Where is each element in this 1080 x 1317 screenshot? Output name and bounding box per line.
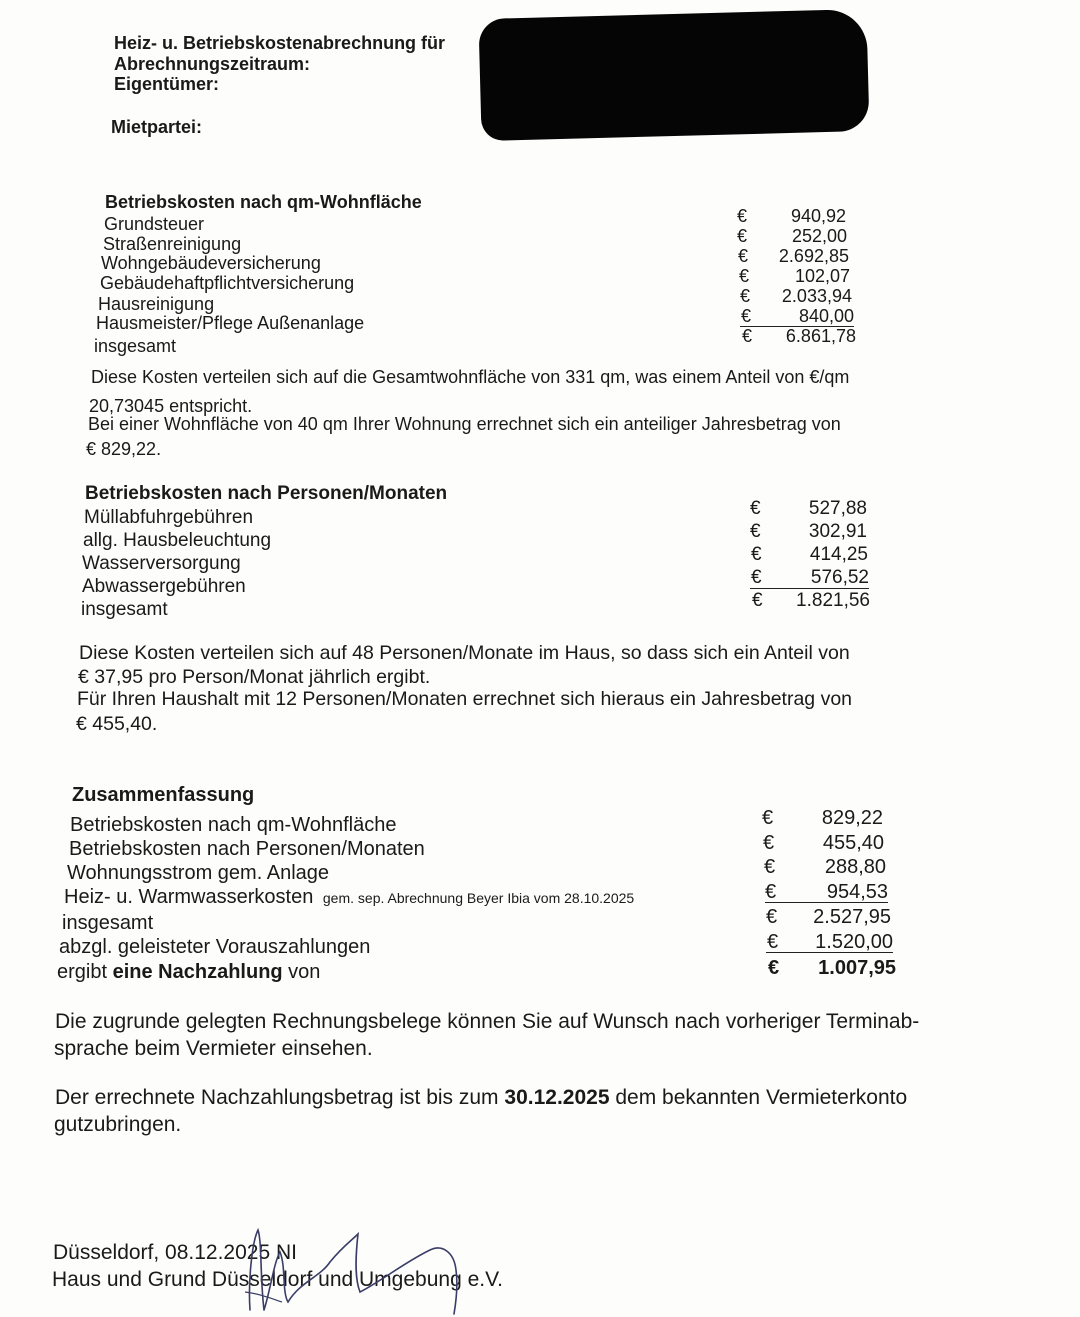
summary-prepaid-label: abzgl. geleisteter Vorauszahlungen [59, 936, 371, 958]
currency-symbol: € [750, 521, 761, 542]
currency-symbol: € [750, 498, 761, 519]
footer-paragraph [55, 1085, 907, 1111]
summary-item-label-main: Heiz- u. Warmwasserkosten [64, 886, 314, 908]
owner-label: Eigentümer: [114, 74, 220, 94]
currency-symbol: € [737, 206, 748, 226]
result-label-post: von [282, 961, 321, 983]
summary-item-amount: 455,40 [822, 832, 884, 854]
currency-symbol: € [767, 931, 779, 953]
summary-total-label: insgesamt [62, 912, 154, 934]
section1-item-amount: 840,00 [740, 306, 854, 327]
currency-symbol: € [762, 807, 774, 829]
result-label-bold: eine Nachzahlung [112, 961, 283, 983]
result-label-pre: ergibt [57, 961, 113, 983]
section2-text: € 455,40. [76, 713, 158, 735]
currency-symbol: € [763, 832, 775, 854]
section1-item-label: Grundsteuer [104, 214, 205, 234]
section2-item-label: Wasserversorgung [82, 553, 241, 574]
section2-total-amount: 1.821,56 [796, 590, 870, 611]
section1-total-amount: 6.861,78 [785, 326, 856, 346]
organization-name: Haus und Grund Düsseldorf und Umgebung e.V. [52, 1268, 504, 1291]
section2-item-amount: 302,91 [808, 521, 867, 542]
section1-item-amount: 2.692,85 [778, 246, 849, 266]
section1-title: Betriebskosten nach qm-Wohnfläche [105, 192, 422, 212]
summary-item-label: Wohnungsstrom gem. Anlage [67, 862, 330, 884]
section2-item-label: Müllabfuhrgebühren [84, 507, 254, 528]
document-title: Heiz- u. Betriebskostenabrechnung für [114, 33, 446, 53]
currency-symbol: € [739, 266, 750, 286]
section1-item-label: Hausreinigung [98, 294, 215, 314]
section2-text: Für Ihren Haushalt mit 12 Personen/Monaten errechnet sich hieraus ein Jahresbetrag von [77, 688, 853, 710]
summary-item-label [64, 885, 634, 910]
section1-item-label: Wohngebäudeversicherung [101, 253, 321, 273]
summary-title: Zusammenfassung [72, 784, 255, 806]
currency-symbol: € [751, 567, 762, 588]
section1-text: Diese Kosten verteilen sich auf die Gesamtwohnfläche von 331 qm, was einem Anteil von €/qm [91, 367, 850, 387]
currency-symbol: € [737, 226, 748, 246]
summary-item-label: Betriebskosten nach qm-Wohnfläche [70, 814, 397, 836]
section2-item-amount: 414,25 [809, 544, 868, 565]
redaction-block [478, 9, 869, 141]
currency-symbol: € [768, 957, 780, 979]
summary-item-note: gem. sep. Abrechnung Beyer Ibia vom 28.10.2025 [322, 890, 635, 906]
summary-item-amount: 829,22 [821, 807, 883, 829]
currency-symbol: € [741, 306, 752, 326]
signature-scribble [230, 1222, 490, 1317]
section2-total-label: insgesamt [81, 599, 168, 620]
footer-paragraph: gutzubringen. [54, 1113, 182, 1136]
currency-symbol: € [738, 246, 749, 266]
section1-text: € 829,22. [86, 439, 162, 459]
section2-item-amount: 527,88 [808, 498, 867, 519]
currency-symbol: € [740, 286, 751, 306]
summary-item-amount: 954,53 [765, 882, 888, 903]
period-label: Abrechnungszeitraum: [114, 54, 311, 74]
section2-text: € 37,95 pro Person/Monat jährlich ergibt. [78, 666, 431, 688]
section1-text: 20,73045 entspricht. [89, 396, 253, 416]
summary-item-label: Betriebskosten nach Personen/Monaten [69, 838, 425, 860]
currency-symbol: € [765, 881, 777, 903]
tenant-label: Mietpartei: [111, 117, 203, 137]
section2-item-label: allg. Hausbeleuchtung [83, 530, 272, 551]
currency-symbol: € [764, 856, 776, 878]
section1-total-label: insgesamt [94, 336, 177, 356]
section1-item-label: Hausmeister/Pflege Außenanlage [96, 313, 365, 333]
place-date: Düsseldorf, 08.12.2025 NI [53, 1241, 297, 1264]
section1-item-amount: 252,00 [791, 226, 847, 246]
currency-symbol: € [752, 590, 763, 611]
section1-item-amount: 940,92 [790, 206, 846, 226]
summary-prepaid-amount: 1.520,00 [766, 932, 893, 953]
section1-text: Bei einer Wohnfläche von 40 qm Ihrer Wohnung errechnet sich ein anteiliger Jahresbetrag von [88, 414, 841, 434]
footer-paragraph: Die zugrunde gelegten Rechnungsbelege können Sie auf Wunsch nach vorheriger Terminab- [55, 1010, 920, 1033]
summary-result-label [57, 960, 320, 984]
section1-item-amount: 2.033,94 [781, 286, 852, 306]
summary-result-amount: 1.007,95 [818, 957, 896, 979]
summary-total-amount: 2.527,95 [813, 906, 891, 928]
footer-paragraph: sprache beim Vermieter einsehen. [54, 1037, 373, 1060]
summary-item-amount: 288,80 [824, 856, 886, 878]
section2-text: Diese Kosten verteilen sich auf 48 Personen/Monate im Haus, so dass sich ein Anteil von [79, 642, 850, 664]
section1-item-label: Straßenreinigung [103, 234, 242, 254]
payment-due-date: 30.12.2025 [504, 1086, 610, 1109]
section2-item-label: Abwassergebühren [82, 576, 246, 597]
currency-symbol: € [742, 326, 753, 346]
currency-symbol: € [766, 906, 778, 928]
section1-item-amount: 102,07 [794, 266, 850, 286]
payment-text-pre: Der errechnete Nachzahlungsbetrag ist bis zum [55, 1086, 505, 1109]
section2-title: Betriebskosten nach Personen/Monaten [85, 483, 448, 504]
section2-item-amount: 576,52 [750, 568, 869, 589]
section1-item-label: Gebäudehaftpflichtversicherung [100, 273, 355, 293]
currency-symbol: € [751, 544, 762, 565]
payment-text-post: dem bekannten Vermieterkonto [609, 1086, 908, 1109]
